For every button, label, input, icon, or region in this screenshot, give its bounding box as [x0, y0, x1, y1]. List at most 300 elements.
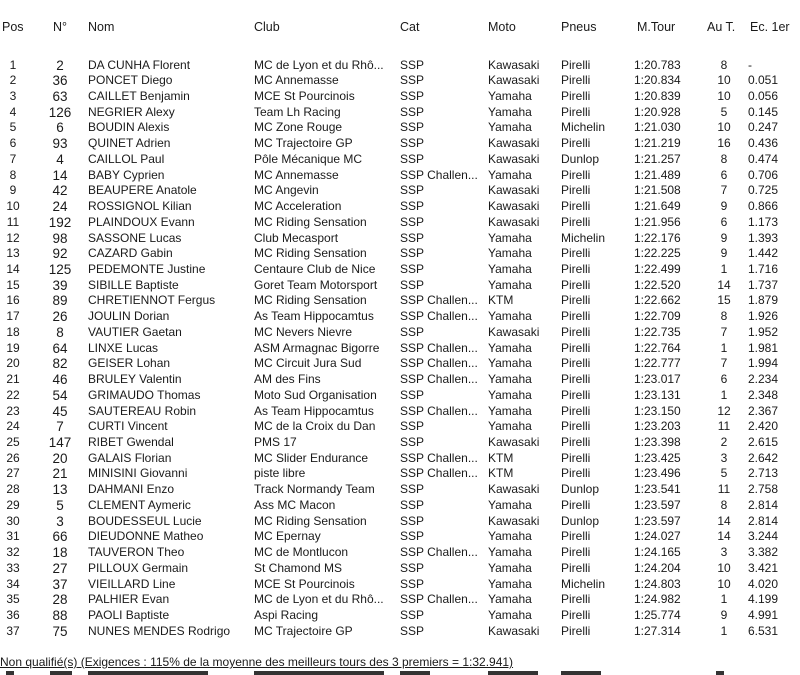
cell-bike: Yamaha: [488, 576, 532, 591]
cell-tyres: Pirelli: [561, 73, 591, 88]
cell-lap-number: 10: [717, 576, 731, 591]
cell-rider-name: DIEUDONNE Matheo: [88, 529, 204, 544]
cell-number: 4: [56, 151, 64, 167]
cell-category: SSP: [400, 497, 425, 512]
cell-position: 15: [6, 277, 20, 292]
cell-best-lap: 1:20.834: [634, 73, 681, 88]
cell-lap-number: 6: [720, 372, 728, 387]
cell-lap-number: 6: [720, 214, 728, 229]
cell-lap-number: 8: [720, 497, 728, 512]
cell-lap-number: 14: [717, 529, 731, 544]
cell-rider-name: CAILLOL Paul: [88, 151, 165, 166]
cell-club: Team Lh Racing: [254, 104, 341, 119]
cell-lap-number: 5: [720, 466, 728, 481]
cell-position: 37: [6, 623, 20, 638]
cell-position: 19: [6, 340, 20, 355]
cell-club: MC Slider Endurance: [254, 450, 369, 465]
cell-rider-name: PEDEMONTE Justine: [88, 261, 206, 276]
cell-lap-number: 7: [720, 356, 728, 371]
cell-best-lap: 1:24.027: [634, 529, 681, 544]
cell-number: 98: [52, 230, 68, 246]
cell-lap-number: 10: [717, 560, 731, 575]
table-row: [0, 561, 800, 577]
cell-club: AM des Fins: [254, 372, 321, 387]
cell-club: Goret Team Motorsport: [254, 277, 378, 292]
cell-best-lap: 1:23.425: [634, 450, 681, 465]
cell-tyres: Michelin: [561, 576, 606, 591]
cell-tyres: Pirelli: [561, 372, 591, 387]
table-row: [0, 624, 800, 640]
cell-tyres: Pirelli: [561, 497, 591, 512]
cell-best-lap: 1:24.982: [634, 592, 681, 607]
cell-bike: KTM: [488, 293, 514, 308]
cell-rider-name: PILLOUX Germain: [88, 560, 189, 575]
cell-bike: Yamaha: [488, 356, 532, 371]
cell-best-lap: 1:21.219: [634, 136, 681, 151]
cell-rider-name: PAOLI Baptiste: [88, 608, 170, 623]
cell-bike: Kawasaki: [488, 435, 540, 450]
header-best-lap: M.Tour: [637, 20, 676, 34]
cell-rider-name: BOUDESSEUL Lucie: [88, 513, 202, 528]
cell-rider-name: SASSONE Lucas: [88, 230, 182, 245]
cell-number: 39: [52, 277, 68, 293]
cell-position: 28: [6, 482, 20, 497]
table-row: [0, 577, 800, 593]
table-row: [0, 168, 800, 184]
cell-lap-number: 5: [720, 104, 728, 119]
cell-club: MCE St Pourcinois: [254, 576, 355, 591]
cell-position: 11: [6, 214, 20, 229]
table-row: [0, 89, 800, 105]
cell-tyres: Pirelli: [561, 104, 591, 119]
cell-club: Track Normandy Team: [254, 482, 375, 497]
cell-category: SSP: [400, 277, 425, 292]
cell-lap-number: 7: [720, 324, 728, 339]
cell-position: 7: [9, 151, 17, 166]
cell-club: PMS 17: [254, 435, 297, 450]
cell-bike: Kawasaki: [488, 183, 540, 198]
cell-gap: 3.244: [748, 529, 779, 544]
cell-number: 126: [48, 104, 72, 120]
cell-rider-name: RIBET Gwendal: [88, 435, 174, 450]
cell-tyres: Pirelli: [561, 466, 591, 481]
cell-gap: 0.056: [748, 88, 779, 103]
header-number: N°: [52, 20, 68, 34]
cell-number: 54: [52, 387, 68, 403]
cell-gap: 0.866: [748, 199, 779, 214]
cell-gap: 0.436: [748, 136, 779, 151]
cell-bike: Yamaha: [488, 309, 532, 324]
cell-rider-name: PALHIER Evan: [88, 592, 170, 607]
cell-bike: Yamaha: [488, 88, 532, 103]
cell-rider-name: DAHMANI Enzo: [88, 482, 175, 497]
cell-bike: Kawasaki: [488, 513, 540, 528]
table-row: [0, 105, 800, 121]
table-row: [0, 136, 800, 152]
cell-number: 5: [56, 497, 64, 513]
table-row: [0, 466, 800, 482]
cell-number: 24: [52, 199, 68, 215]
cell-position: 8: [9, 167, 17, 182]
cell-position: 2: [9, 73, 17, 88]
cell-number: 14: [52, 167, 68, 183]
cell-best-lap: 1:23.131: [634, 387, 681, 402]
cell-rider-name: PONCET Diego: [88, 73, 173, 88]
cell-position: 6: [9, 136, 17, 151]
cell-category: SSP: [400, 88, 425, 103]
cell-number: 20: [52, 450, 68, 466]
cell-number: 88: [52, 608, 68, 624]
cell-lap-number: 11: [717, 419, 731, 434]
cell-number: 82: [52, 356, 68, 372]
cell-gap: 1.952: [748, 324, 779, 339]
cell-lap-number: 9: [720, 199, 728, 214]
table-row: [0, 529, 800, 545]
cell-category: SSP: [400, 230, 425, 245]
cell-bike: KTM: [488, 450, 514, 465]
cell-rider-name: PLAINDOUX Evann: [88, 214, 195, 229]
cell-tyres: Pirelli: [561, 167, 591, 182]
cell-position: 3: [9, 88, 17, 103]
cell-gap: 2.814: [748, 497, 779, 512]
cell-bike: Yamaha: [488, 497, 532, 512]
cell-bike: Yamaha: [488, 419, 532, 434]
cell-category: SSP: [400, 214, 425, 229]
cell-rider-name: NUNES MENDES Rodrigo: [88, 623, 231, 638]
cell-tyres: Pirelli: [561, 324, 591, 339]
cell-bike: Yamaha: [488, 608, 532, 623]
cell-category: SSP: [400, 623, 425, 638]
cell-best-lap: 1:21.489: [634, 167, 681, 182]
cell-best-lap: 1:21.257: [634, 151, 681, 166]
cell-lap-number: 3: [720, 545, 728, 560]
cell-position: 24: [6, 419, 20, 434]
cell-position: 27: [6, 466, 20, 481]
cell-rider-name: BEAUPERE Anatole: [88, 183, 197, 198]
cell-best-lap: 1:21.508: [634, 183, 681, 198]
cell-gap: 2.420: [748, 419, 779, 434]
table-row: [0, 183, 800, 199]
cell-position: 17: [6, 309, 20, 324]
cell-position: 4: [9, 104, 17, 119]
cell-position: 13: [6, 246, 20, 261]
cell-club: Pôle Mécanique MC: [254, 151, 363, 166]
cell-best-lap: 1:23.203: [634, 419, 681, 434]
cell-category: SSP: [400, 57, 425, 72]
cell-best-lap: 1:24.803: [634, 576, 681, 591]
cell-bike: Yamaha: [488, 120, 532, 135]
cell-number: 125: [48, 261, 72, 277]
cell-bike: Kawasaki: [488, 136, 540, 151]
cell-best-lap: 1:23.597: [634, 497, 681, 512]
cell-bike: Yamaha: [488, 545, 532, 560]
cell-gap: 1.737: [748, 277, 779, 292]
cell-gap: 6.531: [748, 623, 779, 638]
table-row: [0, 309, 800, 325]
cell-gap: 0.706: [748, 167, 779, 182]
cell-number: 45: [52, 403, 68, 419]
cell-rider-name: DA CUNHA Florent: [88, 57, 191, 72]
table-row: [0, 341, 800, 357]
cell-club: MC Acceleration: [254, 199, 342, 214]
cell-bike: Yamaha: [488, 246, 532, 261]
cell-position: 16: [6, 293, 20, 308]
cell-number: 93: [52, 136, 68, 152]
cell-best-lap: 1:23.150: [634, 403, 681, 418]
cell-best-lap: 1:22.662: [634, 293, 681, 308]
cell-best-lap: 1:22.735: [634, 324, 681, 339]
cell-lap-number: 3: [720, 450, 728, 465]
table-row: [0, 419, 800, 435]
header-pos: Pos: [2, 20, 24, 34]
cell-gap: 0.051: [748, 73, 779, 88]
cell-number: 7: [56, 419, 64, 435]
cell-bike: Kawasaki: [488, 73, 540, 88]
cell-number: 28: [52, 592, 68, 608]
cell-lap-number: 1: [720, 387, 728, 402]
cell-club: MC Riding Sensation: [254, 246, 367, 261]
table-row: [0, 482, 800, 498]
cell-category: SSP: [400, 419, 425, 434]
cell-club: Moto Sud Organisation: [254, 387, 377, 402]
cell-number: 89: [52, 293, 68, 309]
header-category: Cat: [400, 20, 420, 34]
table-row: [0, 231, 800, 247]
cell-gap: 1.716: [748, 261, 779, 276]
cell-rider-name: BABY Cyprien: [88, 167, 165, 182]
cell-position: 26: [6, 450, 20, 465]
cell-club: As Team Hippocamtus: [254, 309, 374, 324]
cell-position: 35: [6, 592, 20, 607]
cell-tyres: Pirelli: [561, 277, 591, 292]
cell-position: 18: [6, 324, 20, 339]
cell-lap-number: 8: [720, 57, 728, 72]
cell-tyres: Dunlop: [561, 513, 600, 528]
cell-number: 192: [48, 214, 72, 230]
cell-category: SSP: [400, 387, 425, 402]
cell-tyres: Dunlop: [561, 151, 600, 166]
header-tyres: Pneus: [561, 20, 597, 34]
cell-tyres: Pirelli: [561, 246, 591, 261]
cell-rider-name: MINISINI Giovanni: [88, 466, 188, 481]
cell-bike: Yamaha: [488, 104, 532, 119]
cell-tyres: Pirelli: [561, 136, 591, 151]
cell-category: SSP: [400, 246, 425, 261]
cell-position: 12: [6, 230, 20, 245]
cell-club: MC Epernay: [254, 529, 321, 544]
cell-gap: 2.642: [748, 450, 779, 465]
cell-bike: Yamaha: [488, 167, 532, 182]
cell-gap: 2.713: [748, 466, 779, 481]
cell-lap-number: 1: [720, 340, 728, 355]
cell-tyres: Pirelli: [561, 309, 591, 324]
cell-lap-number: 11: [717, 482, 731, 497]
cell-best-lap: 1:22.499: [634, 261, 681, 276]
partial-row: [0, 671, 800, 675]
table-row: [0, 120, 800, 136]
cell-bike: Kawasaki: [488, 623, 540, 638]
table-row: [0, 278, 800, 294]
cell-club: MC Nevers Nievre: [254, 324, 353, 339]
cell-club: MC de Lyon et du Rhô...: [254, 592, 384, 607]
table-row: [0, 545, 800, 561]
cell-bike: Kawasaki: [488, 482, 540, 497]
cell-category: SSP Challen...: [400, 372, 478, 387]
cell-best-lap: 1:22.777: [634, 356, 681, 371]
table-row: [0, 58, 800, 74]
cell-bike: Yamaha: [488, 529, 532, 544]
cell-number: 13: [52, 482, 68, 498]
cell-bike: Kawasaki: [488, 151, 540, 166]
cell-bike: Yamaha: [488, 372, 532, 387]
cell-position: 36: [6, 608, 20, 623]
table-row: [0, 325, 800, 341]
cell-tyres: Pirelli: [561, 88, 591, 103]
cell-rider-name: NEGRIER Alexy: [88, 104, 175, 119]
cell-best-lap: 1:21.030: [634, 120, 681, 135]
cell-tyres: Pirelli: [561, 529, 591, 544]
table-row: [0, 372, 800, 388]
cell-best-lap: 1:23.017: [634, 372, 681, 387]
cell-category: SSP: [400, 529, 425, 544]
cell-position: 22: [6, 387, 20, 402]
cell-rider-name: SAUTEREAU Robin: [88, 403, 197, 418]
cell-rider-name: VIEILLARD Line: [88, 576, 176, 591]
cell-number: 46: [52, 372, 68, 388]
cell-position: 21: [6, 372, 20, 387]
cell-lap-number: 14: [717, 277, 731, 292]
cell-tyres: Pirelli: [561, 214, 591, 229]
cell-position: 29: [6, 497, 20, 512]
cell-position: 33: [6, 560, 20, 575]
cell-number: 26: [52, 309, 68, 325]
cell-position: 30: [6, 513, 20, 528]
cell-bike: Yamaha: [488, 592, 532, 607]
cell-number: 2: [56, 57, 64, 73]
table-row: [0, 246, 800, 262]
cell-bike: Yamaha: [488, 560, 532, 575]
cell-lap-number: 1: [720, 261, 728, 276]
cell-club: Club Mecasport: [254, 230, 339, 245]
cell-position: 31: [6, 529, 20, 544]
cell-tyres: Pirelli: [561, 560, 591, 575]
cell-bike: KTM: [488, 466, 514, 481]
table-row: [0, 451, 800, 467]
cell-bike: Yamaha: [488, 340, 532, 355]
cell-gap: 0.247: [748, 120, 779, 135]
cell-number: 147: [48, 435, 72, 451]
table-header: [0, 20, 800, 36]
cell-number: 42: [52, 183, 68, 199]
cell-club: St Chamond MS: [254, 560, 343, 575]
cell-club: MC Trajectoire GP: [254, 136, 353, 151]
cell-gap: -: [748, 57, 752, 72]
table-row: [0, 514, 800, 530]
cell-best-lap: 1:22.520: [634, 277, 681, 292]
cell-gap: 2.234: [748, 372, 779, 387]
cell-club: MC Riding Sensation: [254, 293, 367, 308]
table-row: [0, 152, 800, 168]
cell-rider-name: GALAIS Florian: [88, 450, 172, 465]
cell-lap-number: 16: [717, 136, 731, 151]
cell-number: 64: [52, 340, 68, 356]
cell-tyres: Pirelli: [561, 545, 591, 560]
cell-category: SSP: [400, 199, 425, 214]
cell-rider-name: GEISER Lohan: [88, 356, 171, 371]
cell-best-lap: 1:23.496: [634, 466, 681, 481]
table-row: [0, 293, 800, 309]
cell-rider-name: SIBILLE Baptiste: [88, 277, 179, 292]
cell-gap: 2.758: [748, 482, 779, 497]
header-bike: Moto: [488, 20, 516, 34]
cell-rider-name: JOULIN Dorian: [88, 309, 170, 324]
cell-position: 20: [6, 356, 20, 371]
cell-rider-name: GRIMAUDO Thomas: [88, 387, 201, 402]
cell-tyres: Pirelli: [561, 293, 591, 308]
cell-lap-number: 8: [720, 151, 728, 166]
cell-bike: Yamaha: [488, 230, 532, 245]
cell-best-lap: 1:22.764: [634, 340, 681, 355]
cell-position: 23: [6, 403, 20, 418]
cell-number: 75: [52, 623, 68, 639]
cell-best-lap: 1:23.541: [634, 482, 681, 497]
cell-club: MC Annemasse: [254, 73, 339, 88]
cell-position: 5: [9, 120, 17, 135]
cell-gap: 1.173: [748, 214, 779, 229]
cell-bike: Kawasaki: [488, 324, 540, 339]
table-row: [0, 404, 800, 420]
cell-best-lap: 1:21.956: [634, 214, 681, 229]
table-row: [0, 262, 800, 278]
cell-club: MC Circuit Jura Sud: [254, 356, 362, 371]
cell-category: SSP: [400, 120, 425, 135]
cell-club: ASM Armagnac Bigorre: [254, 340, 380, 355]
cell-lap-number: 2: [720, 435, 728, 450]
cell-position: 10: [6, 199, 20, 214]
cell-category: SSP Challen...: [400, 592, 478, 607]
cell-bike: Kawasaki: [488, 199, 540, 214]
table-row: [0, 356, 800, 372]
cell-position: 34: [6, 576, 20, 591]
cell-tyres: Michelin: [561, 120, 606, 135]
cell-best-lap: 1:25.774: [634, 608, 681, 623]
cell-category: SSP Challen...: [400, 450, 478, 465]
cell-category: SSP: [400, 576, 425, 591]
cell-category: SSP: [400, 104, 425, 119]
cell-club: As Team Hippocamtus: [254, 403, 374, 418]
table-row: [0, 215, 800, 231]
cell-tyres: Pirelli: [561, 450, 591, 465]
cell-category: SSP: [400, 151, 425, 166]
cell-number: 92: [52, 246, 68, 262]
cell-category: SSP Challen...: [400, 340, 478, 355]
cell-tyres: Pirelli: [561, 387, 591, 402]
cell-gap: 3.382: [748, 545, 779, 560]
cell-gap: 2.348: [748, 387, 779, 402]
cell-category: SSP: [400, 261, 425, 276]
table-row: [0, 73, 800, 89]
cell-rider-name: LINXE Lucas: [88, 340, 159, 355]
cell-best-lap: 1:22.176: [634, 230, 681, 245]
cell-lap-number: 7: [720, 183, 728, 198]
cell-category: SSP: [400, 560, 425, 575]
cell-lap-number: 12: [717, 403, 731, 418]
cell-gap: 1.994: [748, 356, 779, 371]
cell-category: SSP: [400, 136, 425, 151]
cell-tyres: Michelin: [561, 230, 606, 245]
cell-number: 66: [52, 529, 68, 545]
cell-gap: 2.615: [748, 435, 779, 450]
